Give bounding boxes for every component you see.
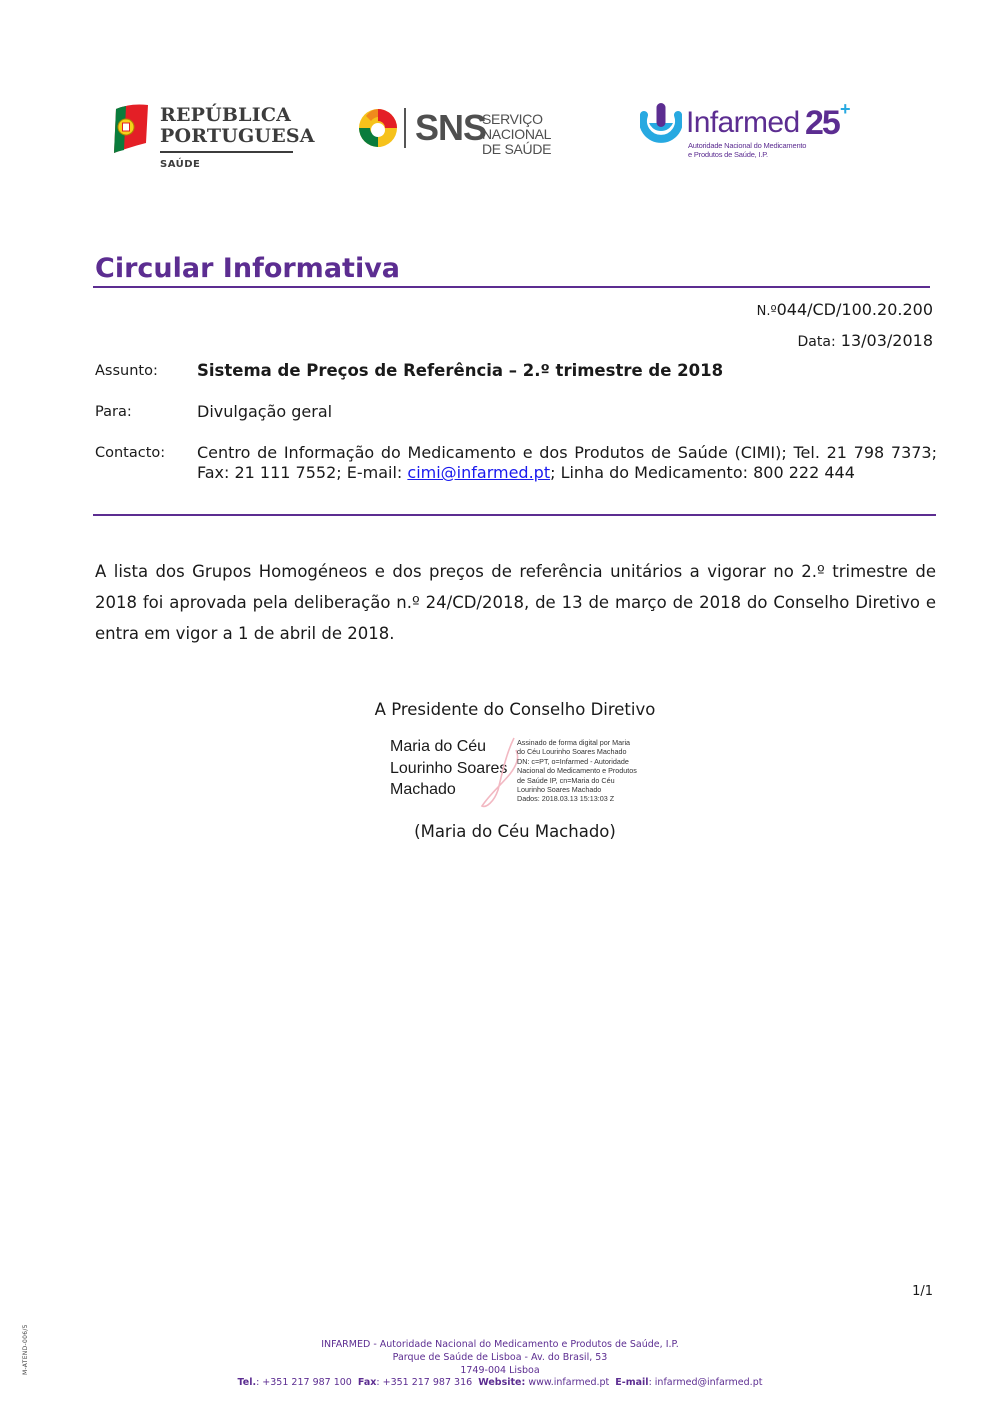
infarmed-wordmark: Infarmed <box>686 106 800 139</box>
signature-name-line3: Machado <box>390 781 456 798</box>
contacto-text-start: Centro de Informação do Medicamento e dos Produtos de Saúde (CIMI); Tel. 21 798 7373; Fax: 21 111 7552; E-mail: <box>197 443 937 482</box>
para-label: Para: <box>95 404 132 420</box>
sig-detail-line: Nacional do Medicamento e Produtos <box>517 766 637 776</box>
date-label: Data: <box>797 334 836 350</box>
contacto-text-end: ; Linha do Medicamento: 800 222 444 <box>550 463 855 482</box>
assunto-label: Assunto: <box>95 363 158 379</box>
rp-divider <box>160 151 293 153</box>
document-title: Circular Informativa <box>95 253 401 284</box>
digital-signature <box>390 736 650 811</box>
reference-prefix: N.º <box>756 304 777 319</box>
contacto-email-link[interactable]: cimi@infarmed.pt <box>407 463 551 482</box>
title-divider <box>93 286 930 288</box>
document-date <box>798 331 933 352</box>
signatory-printed-name: (Maria do Céu Machado) <box>414 822 616 841</box>
footer-postcode: 1749-004 Lisboa <box>460 1364 540 1376</box>
sns-divider <box>404 108 406 148</box>
republica-portuguesa-wordmark <box>160 105 315 147</box>
footer-fax-label: Fax <box>357 1377 377 1389</box>
footer-org: INFARMED - Autoridade Nacional do Medicamento e Produtos de Saúde, I.P. <box>321 1339 679 1350</box>
footer-tel-value: : +351 217 987 100 <box>256 1377 352 1389</box>
reference-value: 044/CD/100.20.200 <box>776 300 933 319</box>
sns-subtitle <box>482 112 592 157</box>
footer <box>0 1339 1000 1390</box>
digital-signature-details <box>517 738 652 804</box>
republica-portuguesa-logo <box>110 103 315 175</box>
contacto-value <box>197 443 937 483</box>
signature-name-line2: Lourinho Soares <box>390 759 508 777</box>
assunto-value: Sistema de Preços de Referência – 2.º trimestre de 2018 <box>197 361 724 380</box>
sig-detail-line: DN: c=PT, o=Infarmed - Autoridade <box>517 756 629 766</box>
infarmed-sub-line1: Autoridade Nacional do Medicamento <box>688 141 807 150</box>
page-number: 1/1 <box>912 1284 933 1299</box>
para-value: Divulgação geral <box>197 402 333 421</box>
footer-tel-label: Tel. <box>237 1377 257 1389</box>
rp-line2: PORTUGUESA <box>160 125 315 147</box>
sig-detail-line: de Saúde IP, cn=Maria do Céu <box>517 775 615 785</box>
footer-email-label: E-mail <box>615 1377 649 1389</box>
signatory-role: A Presidente do Conselho Diretivo <box>374 700 656 719</box>
sns-line1: SERVIÇO NACIONAL <box>482 111 552 142</box>
form-code: M-ATEND-006/5 <box>22 1324 29 1375</box>
sig-detail-line: do Céu Lourinho Soares Machado <box>517 747 627 757</box>
sig-detail-line: Dados: 2018.03.13 15:13:03 Z <box>517 794 615 804</box>
body-paragraph: A lista dos Grupos Homogéneos e dos preços de referência unitários a vigorar no 2.º trimestre de 2018 foi aprovada pela deliberação n.º 24/CD/2018, de 13 de março de 2018 do Conselho Diretivo e entra em vigor a 1 de abril de 2018. <box>95 562 936 643</box>
footer-web-value[interactable]: www.infarmed.pt <box>525 1377 610 1389</box>
footer-contacts <box>0 1377 1000 1390</box>
signature-name-line1: Maria do Céu <box>390 738 487 755</box>
footer-fax-value: : +351 217 987 316 <box>376 1377 473 1389</box>
rp-line1: REPÚBLICA <box>160 104 292 126</box>
infarmed-plus-mark: + <box>840 99 851 119</box>
infarmed-sub-line2: e Produtos de Saúde, I.P. <box>688 150 768 159</box>
sns-swirl-icon <box>357 107 399 149</box>
sns-wordmark: SNS <box>415 107 487 148</box>
contacto-label: Contacto: <box>95 445 166 461</box>
infarmed-drop-icon <box>640 103 682 147</box>
footer-address: Parque de Saúde de Lisboa - Av. do Brasil, 53 <box>392 1351 608 1363</box>
portugal-flag-icon <box>110 103 150 155</box>
sig-detail-line: Lourinho Soares Machado <box>517 785 602 795</box>
sns-logo <box>357 106 592 157</box>
footer-email-value[interactable]: : infarmed@infarmed.pt <box>648 1377 763 1389</box>
rp-saude-label: SAÚDE <box>160 159 201 170</box>
footer-web-label: Website: <box>478 1377 526 1389</box>
date-value: 13/03/2018 <box>840 331 933 350</box>
infarmed-subtitle <box>688 141 806 159</box>
infarmed-logo <box>640 99 855 163</box>
reference-number <box>757 300 933 322</box>
header-bottom-divider <box>93 514 936 516</box>
sig-detail-line: Assinado de forma digital por Maria <box>517 738 631 747</box>
sns-line2: DE SAÚDE <box>482 141 552 157</box>
infarmed-25-anniversary: 25 <box>805 104 839 142</box>
